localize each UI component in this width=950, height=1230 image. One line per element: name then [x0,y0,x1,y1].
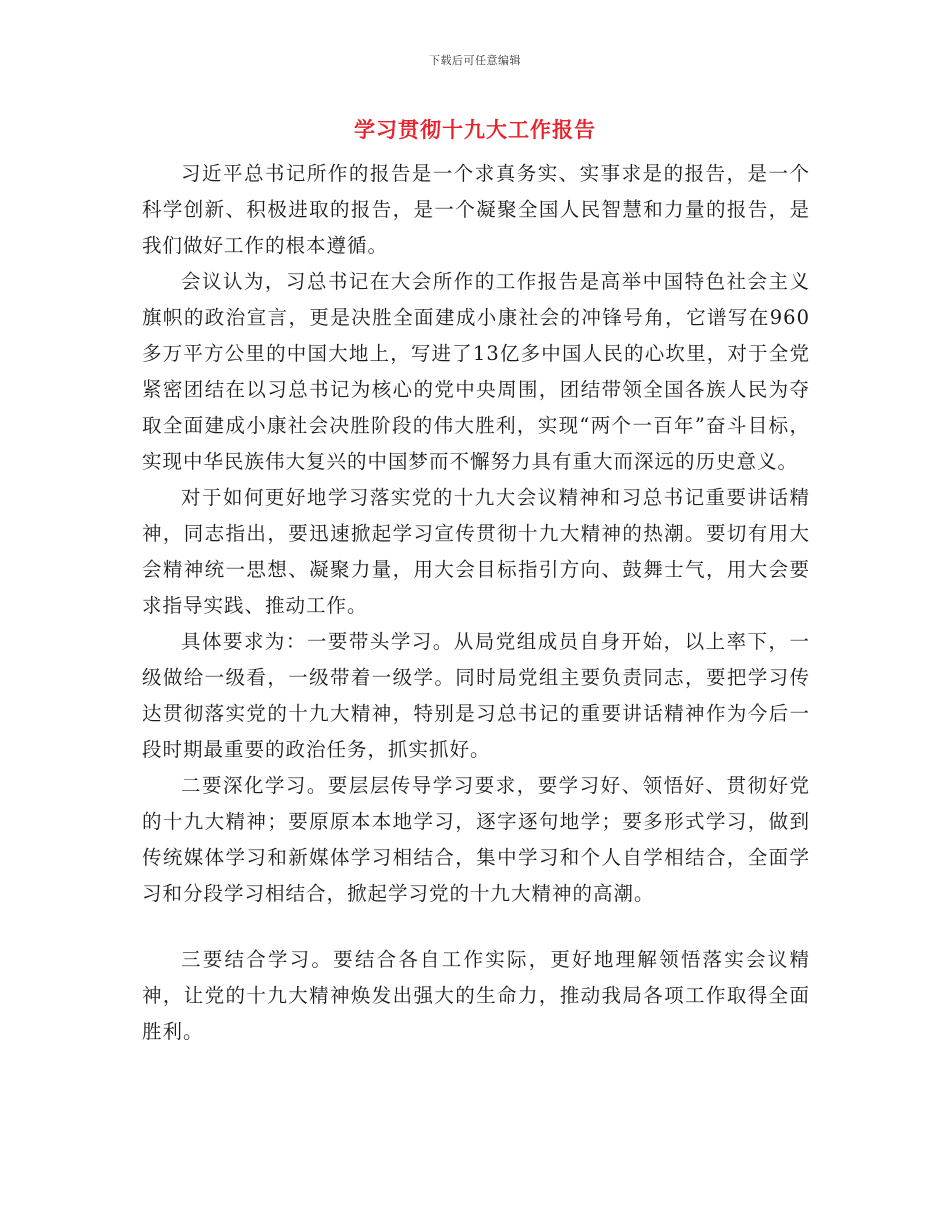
paragraph-report-summary: 习近平总书记所作的报告是一个求真务实、实事求是的报告，是一个科学创新、积极进取的报告，是一个凝聚全国人民智慧和力量的报告，是我们做好工作的根本遵循。 [142,162,810,257]
page-header-note: 下载后可任意编辑 [429,54,521,67]
document-title: 学习贯彻十九大工作报告 [354,117,596,142]
paragraph-requirement-three: 三要结合学习。要结合各自工作实际，更好地理解领悟落实会议精神，让党的十九大精神焕发出强大的生命力，推动我局各项工作取得全面胜利。 [142,948,810,1043]
paragraph-study-guidance: 对于如何更好地学习落实党的十九大会议精神和习总书记重要讲话精神，同志指出，要迅速掀起学习宣传贯彻十九大精神的热潮。要切有用大会精神统一思想、凝聚力量，用大会目标指引方向、鼓舞士气，用大会要求指导实践、推动工作。 [142,486,810,617]
paragraph-requirement-one: 具体要求为：一要带头学习。从局党组成员自身开始，以上率下，一级做给一级看，一级带着一级学。同时局党组主要负责同志，要把学习传达贯彻落实党的十九大精神，特别是习总书记的重要讲话精神作为今后一段时期最重要的政治任务，抓实抓好。 [142,630,810,761]
document-body [142,156,810,1050]
paragraph-meeting-view: 会议认为，习总书记在大会所作的工作报告是高举中国特色社会主义旗帜的政治宣言，更是决胜全面建成小康社会的冲锋号角，它谱写在960多万平方公里的中国大地上，写进了13亿多中国人民的心坎里，对于全党紧密团结在以习总书记为核心的党中央周围，团结带领全国各族人民为夺取全面建成小康社会决胜阶段的伟大胜利，实现“两个一百年”奋斗目标，实现中华民族伟大复兴的中国梦而不懈努力具有重大而深远的历史意义。 [142,270,810,473]
paragraph-requirement-two: 二要深化学习。要层层传导学习要求，要学习好、领悟好、贯彻好党的十九大精神；要原原本本地学习，逐字逐句地学；要多形式学习，做到传统媒体学习和新媒体学习相结合，集中学习和个人自学相结合，全面学习和分段学习相结合，掀起学习党的十九大精神的高潮。 [142,774,810,905]
